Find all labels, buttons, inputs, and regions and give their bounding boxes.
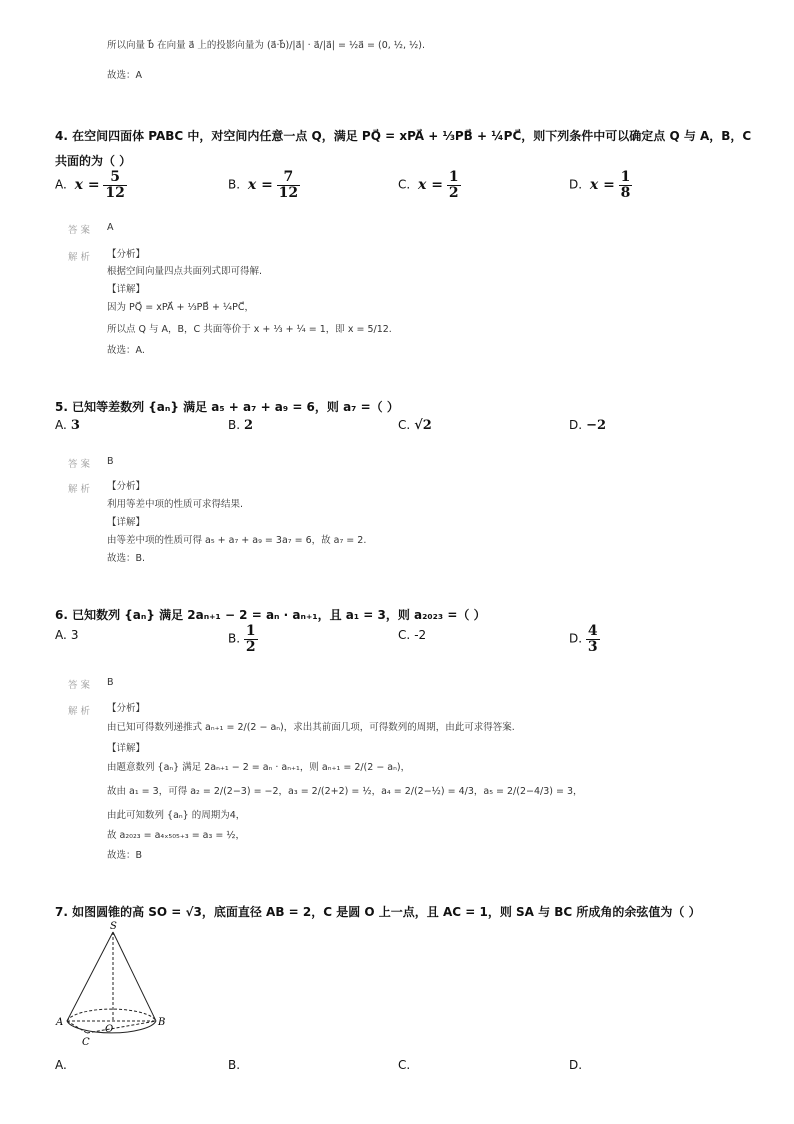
q6-answer-value: B	[107, 677, 114, 688]
label-B: B	[158, 1017, 166, 1028]
frac-den: 8	[620, 184, 631, 201]
q4-analysis-line: 因为 PQ⃗ = xPA⃗ + ⅓PB⃗ + ¼PC⃗，	[107, 302, 254, 313]
q5-option-b[interactable]	[228, 418, 253, 433]
q6-option-d[interactable]	[569, 624, 600, 654]
q7-stem: 7. 如图圆锥的高 SO = √3，底面直径 AB = 2，C 是圆 O 上一点，且 AC = 1，则 SA 与 BC 所成角的余弦值为（ ）	[55, 905, 701, 919]
q4-stem-line2: 共面的为（ ）	[55, 154, 132, 168]
option-label: C.	[398, 418, 411, 432]
q5-analysis-label: 解 析	[68, 484, 91, 495]
option-label: D.	[569, 177, 583, 192]
q4-analysis-line: 故选：A.	[107, 345, 145, 356]
option-label: C.	[398, 628, 411, 642]
frac-num: 7	[277, 170, 300, 186]
q6-option-a[interactable]	[55, 628, 78, 642]
label-O: O	[105, 1024, 114, 1035]
q4-analysis-line: 所以点 Q 与 A，B，C 共面等价于 x + ⅓ + ¼ = 1，即 x = 5/12.	[107, 324, 392, 335]
q4-answer-value: A	[107, 222, 114, 233]
q5-stem: 5. 已知等差数列 {aₙ} 满足 a₅ + a₇ + a₉ = 6，则 a₇ =（ ）	[55, 400, 399, 414]
prev-answer-choice: 故选：A	[107, 70, 142, 81]
option-value: -2	[414, 628, 427, 642]
option-value: 3	[70, 418, 80, 433]
cone-edge-left	[67, 932, 113, 1021]
option-label: A.	[55, 177, 67, 192]
option-value: √2	[414, 418, 432, 433]
frac-num: 1	[448, 169, 459, 185]
q4-analysis-line: 【详解】	[107, 284, 146, 295]
q6-answer-label: 答 案	[68, 680, 91, 691]
chord-AC	[67, 1021, 87, 1033]
q4-option-c[interactable]	[398, 170, 461, 200]
q4-analysis-line: 根据空间向量四点共面列式即可得解.	[107, 266, 263, 277]
option-label: A.	[55, 628, 67, 642]
q6-analysis-label: 解 析	[68, 706, 91, 717]
q5-option-a[interactable]	[55, 418, 80, 433]
option-label: C.	[398, 177, 411, 192]
q7-option-a[interactable]: A.	[55, 1058, 67, 1072]
q6-stem: 6. 已知数列 {aₙ} 满足 2aₙ₊₁ − 2 = aₙ · aₙ₊₁，且 a₁ = 3，则 a₂₀₂₃ =（ ）	[55, 608, 486, 622]
q6-analysis-line: 【分析】	[107, 703, 146, 714]
prev-answer-projection-line: 所以向量 b⃗ 在向量 a⃗ 上的投影向量为 (a⃗·b⃗)/|a⃗| · a⃗/|a⃗| = ½a⃗ = (0, ½, ½).	[107, 40, 425, 51]
q7-option-c[interactable]: C.	[398, 1058, 411, 1072]
q6-analysis-line: 由此可知数列 {aₙ} 的周期为4，	[107, 810, 246, 821]
q4-option-d[interactable]	[569, 170, 632, 200]
frac-num: 5	[103, 170, 126, 186]
q6-analysis-line: 故 a₂₀₂₃ = a₄ₓ₅₀₅₊₃ = a₃ = ½，	[107, 830, 246, 841]
option-lhs: x =	[247, 176, 273, 193]
q6-analysis-line: 由已知可得数列递推式 aₙ₊₁ = 2/(2 − aₙ)，求出其前面几项，可得数列的周期，由此可求得答案.	[107, 722, 515, 733]
label-A: A	[56, 1017, 64, 1028]
option-value: −2	[586, 418, 607, 433]
q5-option-d[interactable]	[569, 418, 606, 433]
q5-analysis-line: 由等差中项的性质可得 a₅ + a₇ + a₉ = 3a₇ = 6，故 a₇ = 2.	[107, 535, 367, 546]
q4-analysis-label: 解 析	[68, 252, 91, 263]
q5-answer-label: 答 案	[68, 459, 91, 470]
q6-option-c[interactable]	[398, 628, 426, 642]
option-value: 2	[244, 418, 254, 433]
base-back-arc	[67, 1009, 156, 1021]
q7-option-d[interactable]: D.	[569, 1058, 583, 1072]
q7-option-b[interactable]: B.	[228, 1058, 241, 1072]
option-lhs: x =	[74, 176, 100, 193]
option-label: D.	[569, 418, 583, 432]
frac-den: 12	[278, 184, 299, 201]
option-lhs: x =	[589, 176, 615, 193]
option-value: 3	[70, 628, 79, 642]
q5-option-c[interactable]	[398, 418, 432, 433]
q6-option-b[interactable]	[228, 624, 258, 654]
q4-option-a[interactable]	[55, 170, 127, 200]
option-label: B.	[228, 177, 241, 192]
option-label: B.	[228, 418, 241, 432]
option-lhs: x =	[418, 176, 443, 193]
q5-analysis-line: 【分析】	[107, 481, 146, 492]
chord-BC	[87, 1021, 156, 1033]
option-label: D.	[569, 631, 583, 646]
q6-analysis-line: 故由 a₁ = 3，可得 a₂ = 2/(2−3) = −2，a₃ = 2/(2+2) = ½，a₄ = 2/(2−½) = 4/3，a₅ = 2/(2−4/3) = 3，	[107, 786, 583, 797]
frac-num: 4	[587, 623, 598, 639]
q4-answer-label: 答 案	[68, 225, 91, 236]
frac-den: 12	[105, 184, 125, 201]
q5-analysis-line: 利用等差中项的性质可求得结果.	[107, 499, 244, 510]
q6-analysis-line: 【详解】	[107, 743, 146, 754]
label-C: C	[82, 1037, 90, 1048]
cone-figure	[52, 918, 182, 1058]
label-S: S	[110, 921, 117, 932]
q6-analysis-line: 故选：B	[107, 850, 143, 861]
frac-num: 1	[245, 623, 256, 639]
q4-stem-line1: 4. 在空间四面体 PABC 中，对空间内任意一点 Q，满足 PQ⃗ = xPA⃗ + ⅓PB⃗ + ¼PC⃗，则下列条件中可以确定点 Q 与 A，B，C	[55, 129, 752, 143]
q4-analysis-line: 【分析】	[107, 249, 146, 260]
cone-edge-right	[113, 932, 156, 1021]
frac-den: 2	[448, 184, 459, 201]
option-label: B.	[228, 631, 241, 646]
q6-analysis-line: 由题意数列 {aₙ} 满足 2aₙ₊₁ − 2 = aₙ · aₙ₊₁，则 aₙ₊₁ = 2/(2 − aₙ)，	[107, 762, 411, 773]
frac-num: 1	[620, 169, 631, 185]
q5-answer-value: B	[107, 456, 114, 467]
frac-den: 3	[587, 638, 598, 655]
q5-analysis-line: 故选：B.	[107, 553, 146, 564]
frac-den: 2	[245, 638, 256, 655]
q4-option-b[interactable]	[228, 170, 300, 200]
q5-analysis-line: 【详解】	[107, 517, 146, 528]
option-label: A.	[55, 418, 67, 432]
